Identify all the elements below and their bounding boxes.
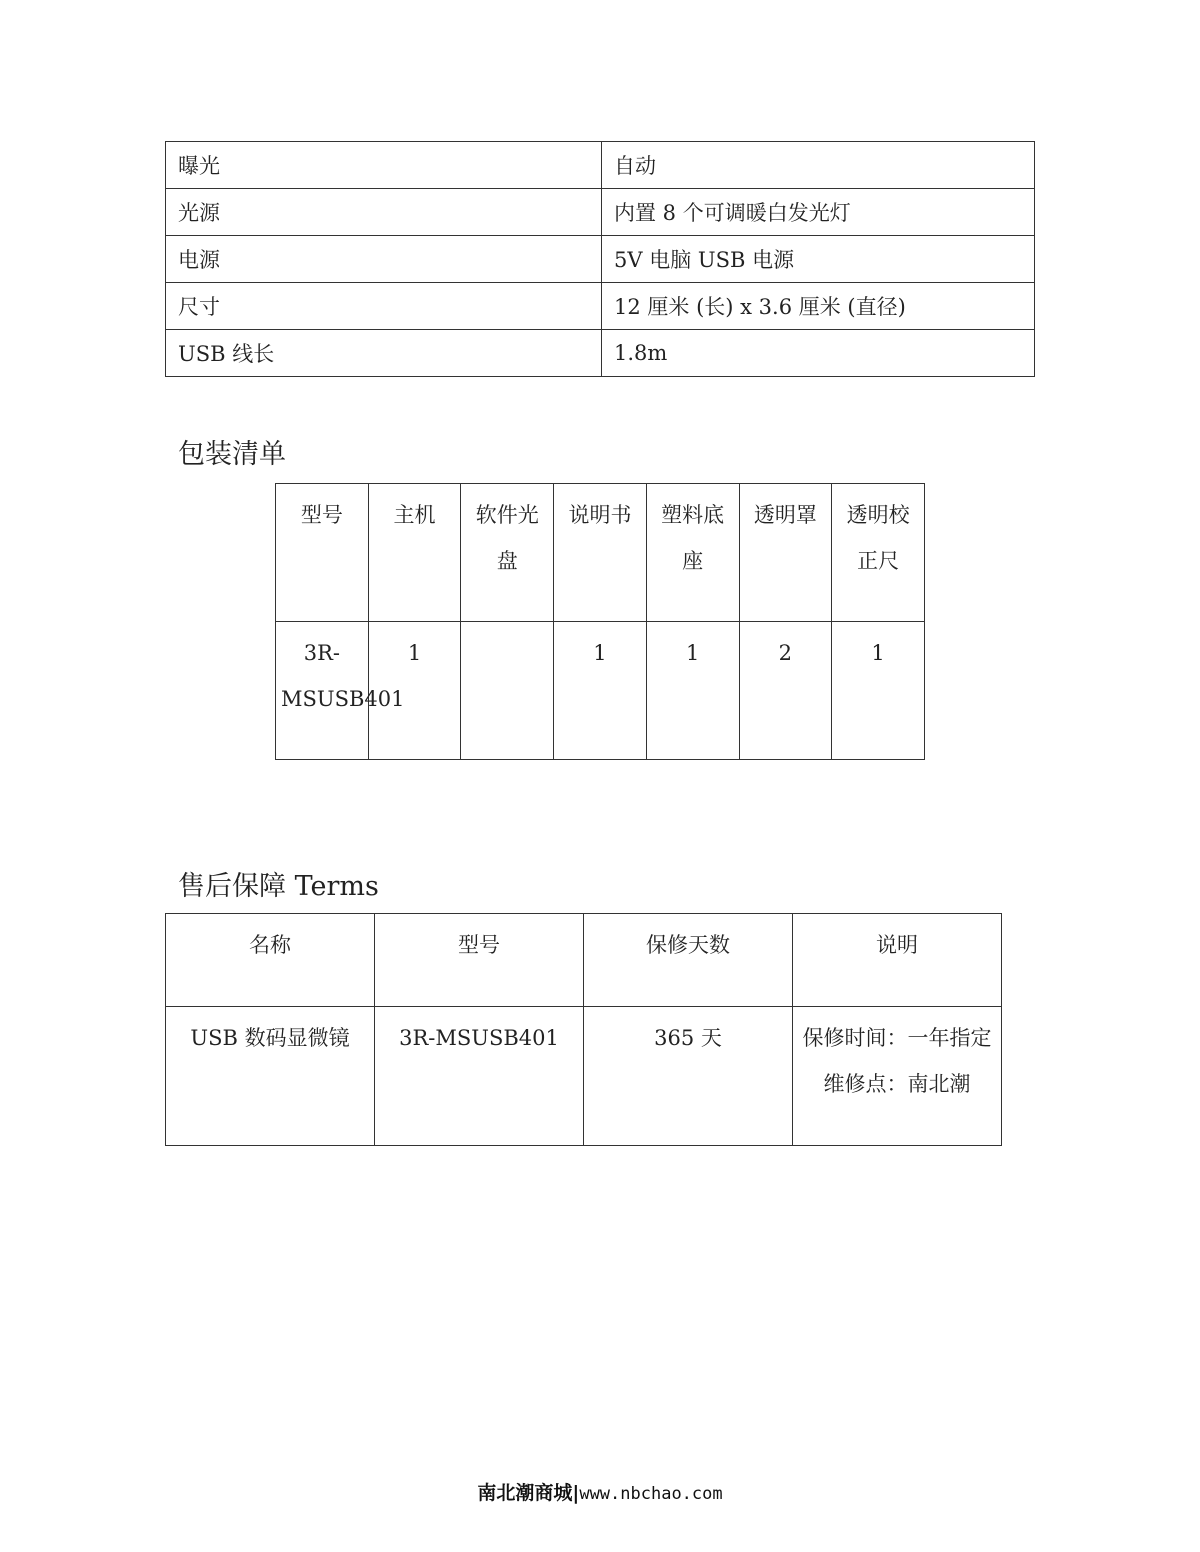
- spec-value: 内置 8 个可调暖白发光灯: [602, 189, 1035, 236]
- page-footer: [0, 1478, 1200, 1505]
- table-cell: 2: [739, 622, 832, 760]
- table-header-row: [166, 914, 1002, 1007]
- table-row: [166, 236, 1035, 283]
- header-cell: 透明罩: [739, 484, 832, 622]
- footer-brand: 南北潮商城: [477, 1482, 573, 1504]
- table-cell: 1: [368, 622, 461, 760]
- table-row: [166, 1007, 1002, 1146]
- table-cell: 1: [646, 622, 739, 760]
- table-row: [166, 283, 1035, 330]
- spec-value: 1.8m: [602, 330, 1035, 377]
- header-cell: 软件光盘: [461, 484, 554, 622]
- terms-heading: 售后保障 Terms: [178, 871, 379, 902]
- spec-value: 自动: [602, 142, 1035, 189]
- header-cell: 主机: [368, 484, 461, 622]
- header-cell: 型号: [276, 484, 369, 622]
- table-row: [166, 330, 1035, 377]
- footer-url-link[interactable]: www.nbchao.com: [579, 1484, 723, 1504]
- spec-label: 曝光: [166, 142, 602, 189]
- packing-list-heading: 包装清单: [178, 439, 286, 470]
- table-cell: USB 数码显微镜: [166, 1007, 375, 1146]
- table-cell: 3R-MSUSB401: [276, 622, 369, 760]
- table-header-row: [276, 484, 925, 622]
- header-cell: 说明: [793, 914, 1002, 1007]
- header-cell: 保修天数: [584, 914, 793, 1007]
- terms-table: [165, 913, 1002, 1146]
- spec-label: USB 线长: [166, 330, 602, 377]
- packing-list-table: [275, 483, 925, 760]
- spec-label: 光源: [166, 189, 602, 236]
- specs-table: [165, 141, 1035, 377]
- header-cell: 塑料底座: [646, 484, 739, 622]
- header-cell: 型号: [375, 914, 584, 1007]
- table-cell: 3R-MSUSB401: [375, 1007, 584, 1146]
- table-row: [276, 622, 925, 760]
- footer-separator: |: [572, 1482, 580, 1504]
- table-cell: 365 天: [584, 1007, 793, 1146]
- table-row: [166, 189, 1035, 236]
- spec-label: 尺寸: [166, 283, 602, 330]
- table-cell: [461, 622, 554, 760]
- table-cell: 1: [832, 622, 925, 760]
- header-cell: 透明校正尺: [832, 484, 925, 622]
- header-cell: 名称: [166, 914, 375, 1007]
- table-cell: 1: [554, 622, 647, 760]
- header-cell: 说明书: [554, 484, 647, 622]
- spec-label: 电源: [166, 236, 602, 283]
- spec-value: 5V 电脑 USB 电源: [602, 236, 1035, 283]
- table-row: [166, 142, 1035, 189]
- spec-value: 12 厘米 (长) x 3.6 厘米 (直径): [602, 283, 1035, 330]
- table-cell: 保修时间：一年指定维修点：南北潮: [793, 1007, 1002, 1146]
